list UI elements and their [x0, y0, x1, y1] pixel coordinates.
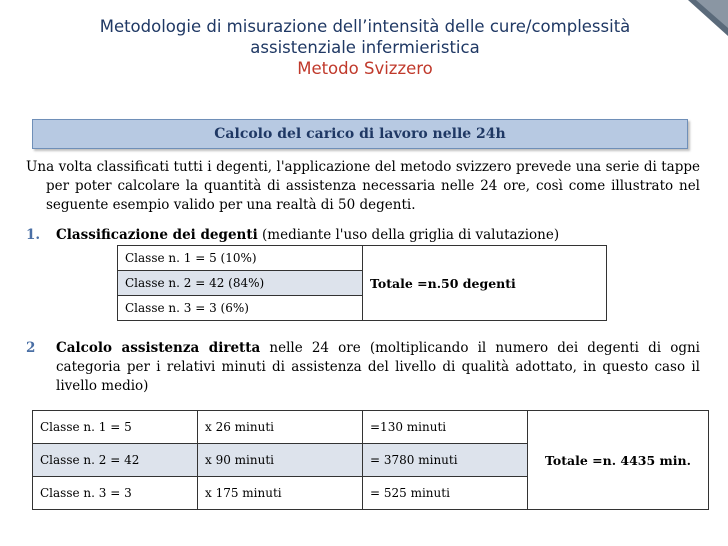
result-cell: =130 minuti: [363, 411, 528, 444]
total-degenti-cell: Totale =n.50 degenti: [363, 246, 607, 321]
classification-table: [117, 245, 607, 321]
section-banner: Calcolo del carico di lavoro nelle 24h: [32, 119, 688, 149]
table-row: [33, 411, 709, 444]
step-1-number: 1.: [26, 227, 41, 243]
result-cell: = 3780 minuti: [363, 444, 528, 477]
result-cell: = 525 minuti: [363, 477, 528, 510]
slide-title: [40, 16, 690, 79]
step-1-heading: Classificazione dei degenti: [56, 227, 258, 243]
step-2-heading: Calcolo assistenza diretta: [56, 340, 261, 356]
minutes-cell: x 175 minuti: [198, 477, 363, 510]
step-2-text: nelle 24 ore (moltiplicando il numero dei degenti di ogni categoria per i relativi minuti di assistenza del livello di qualità adottato, in questo caso il livello medio): [56, 340, 700, 394]
direct-care-table: [32, 410, 709, 510]
class-cell: Classe n. 2 = 42 (84%): [118, 271, 363, 296]
table-row: [118, 246, 607, 271]
class-cell: Classe n. 1 = 5 (10%): [118, 246, 363, 271]
corner-decoration-icon: [686, 0, 728, 38]
step-2: [26, 339, 700, 396]
class-cell: Classe n. 1 = 5: [33, 411, 198, 444]
step-2-number: 2: [26, 340, 36, 356]
title-line-2: assistenziale infermieristica: [250, 38, 480, 57]
total-minutes-cell: Totale =n. 4435 min.: [528, 411, 709, 510]
intro-paragraph: Una volta classificati tutti i degenti, l'applicazione del metodo svizzero prevede una serie di tappe per poter calcolare la quantità di assistenza necessaria nelle 24 ore, così come illustrato nel seguente esempio valido per una realtà di 50 degenti.: [26, 159, 700, 213]
title-line-1: Metodologie di misurazione dell’intensità delle cure/complessità: [99, 17, 631, 36]
minutes-cell: x 26 minuti: [198, 411, 363, 444]
class-cell: Classe n. 2 = 42: [33, 444, 198, 477]
step-1: [26, 226, 700, 245]
minutes-cell: x 90 minuti: [198, 444, 363, 477]
class-cell: Classe n. 3 = 3 (6%): [118, 296, 363, 321]
step-1-text: (mediante l'uso della griglia di valutazione): [257, 227, 560, 243]
title-subtitle: Metodo Svizzero: [297, 59, 433, 78]
class-cell: Classe n. 3 = 3: [33, 477, 198, 510]
